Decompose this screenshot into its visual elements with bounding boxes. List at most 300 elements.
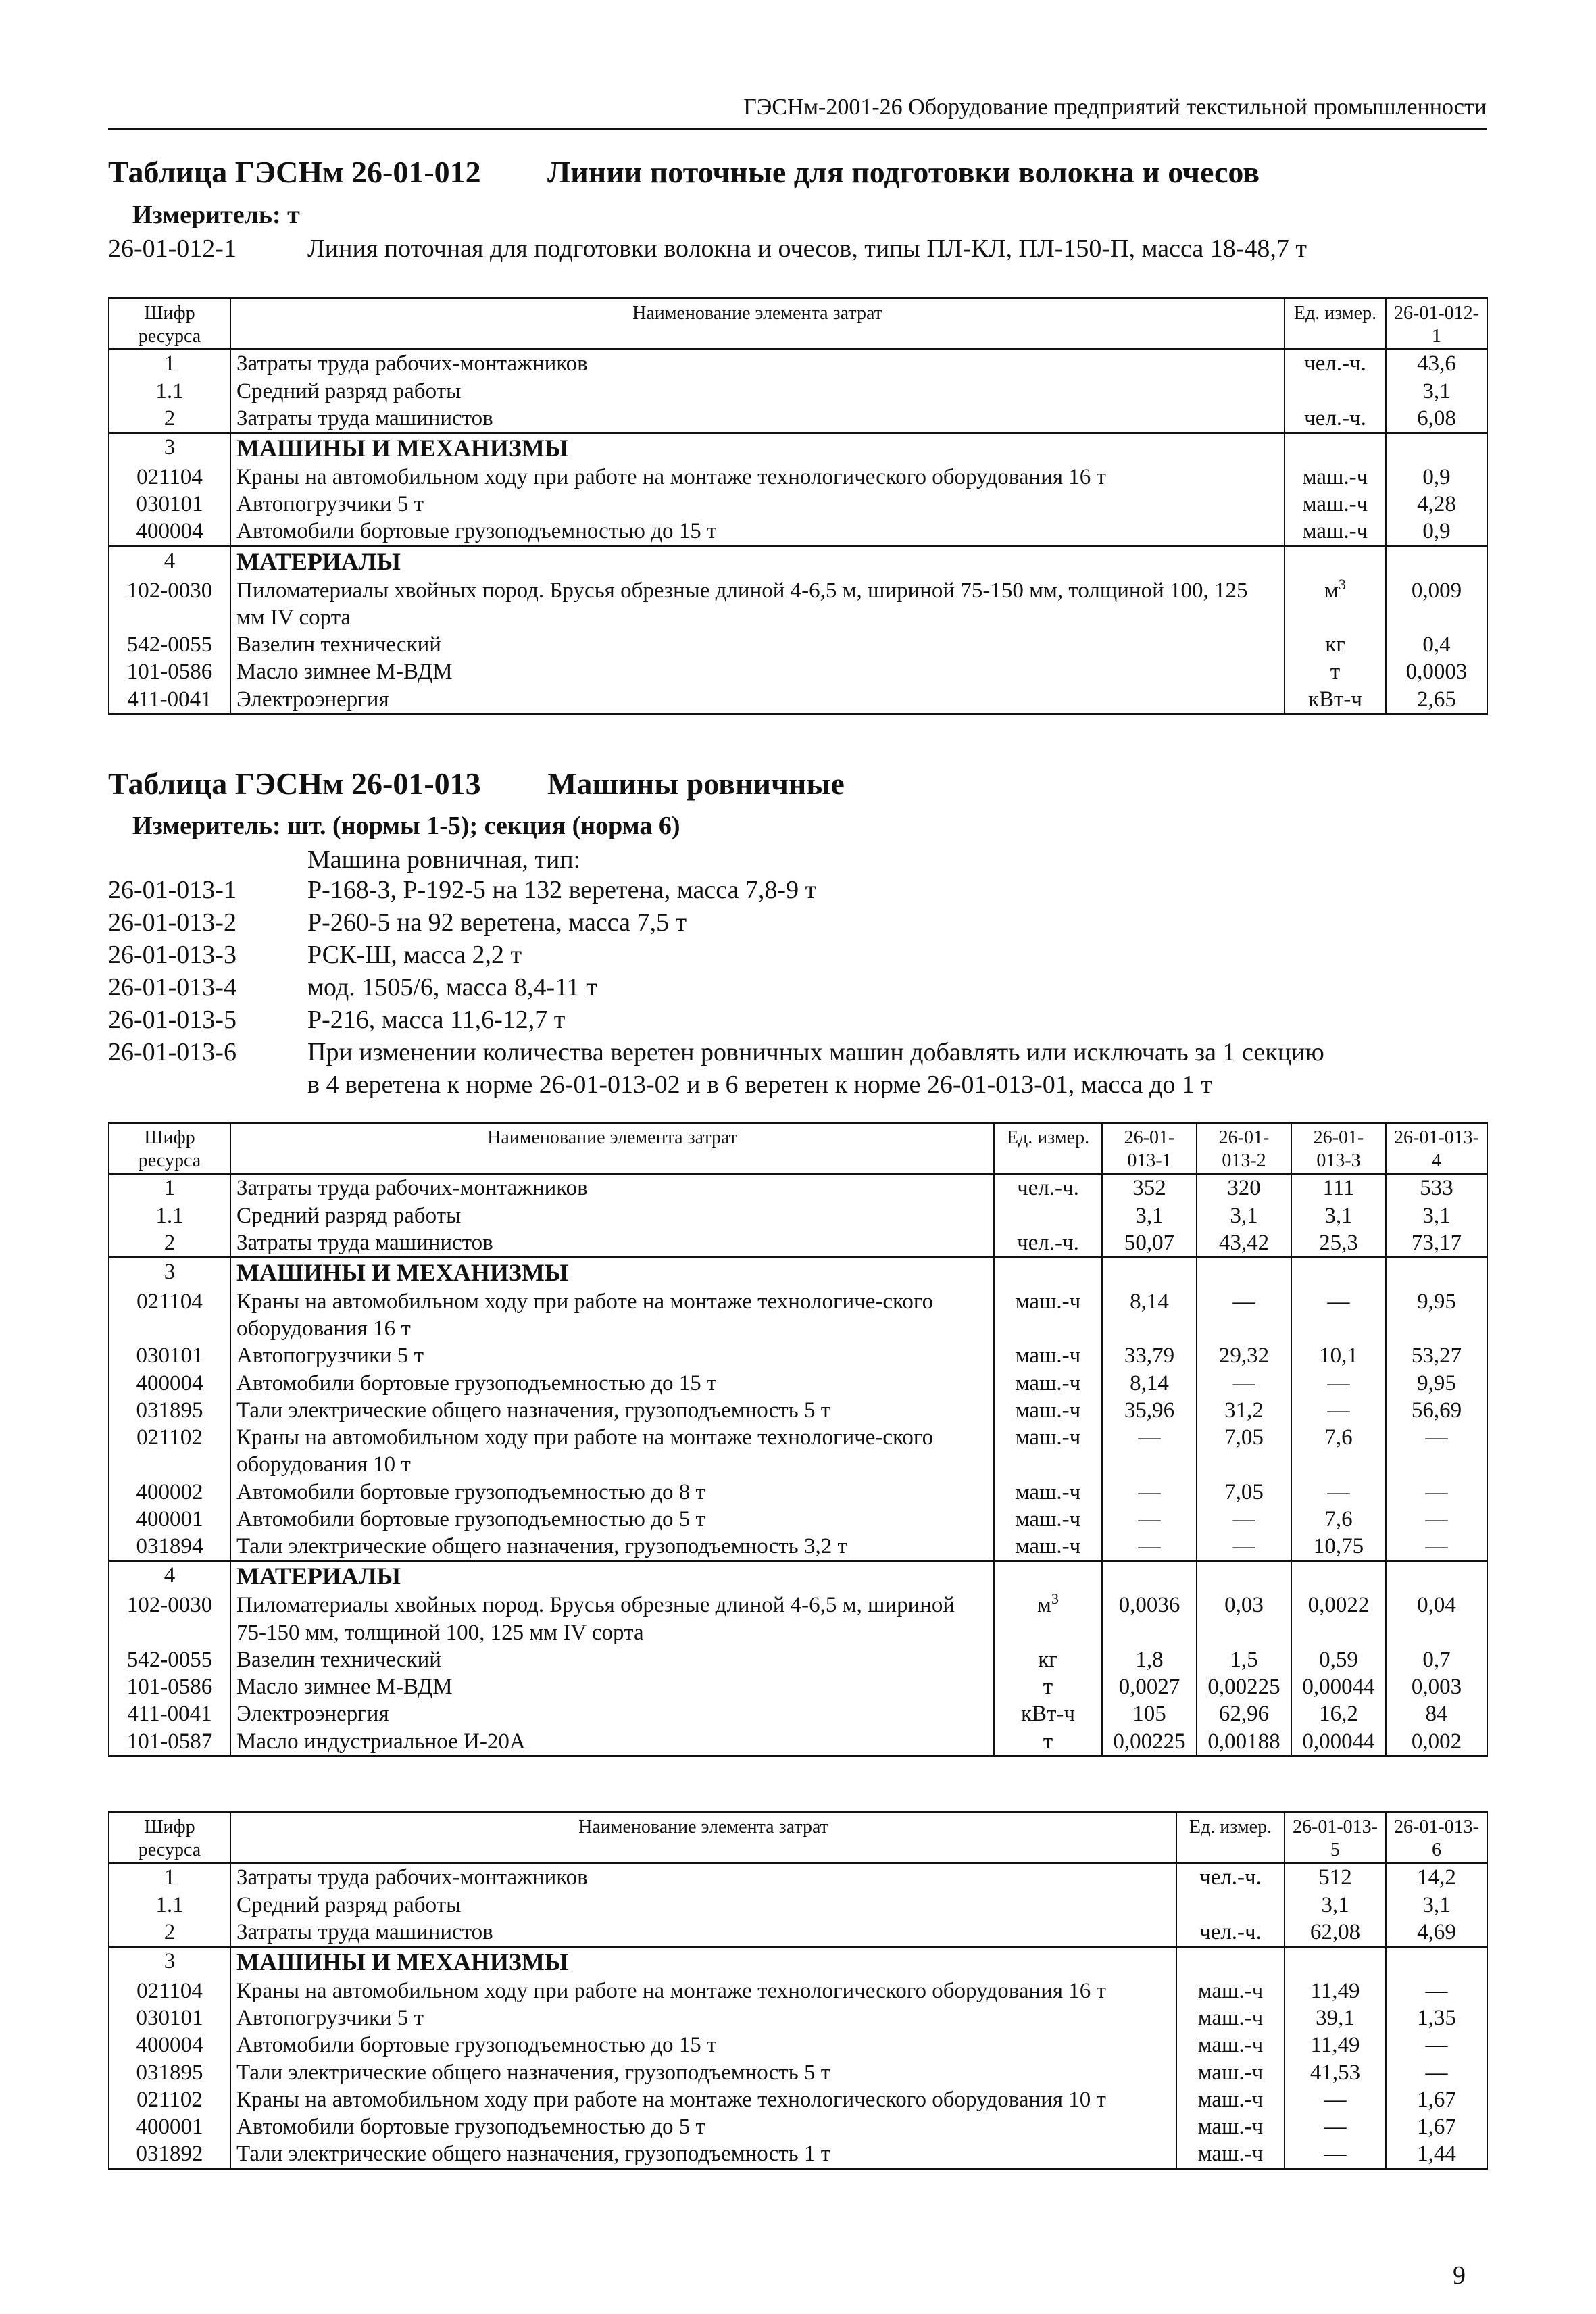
cell-name: Затраты труда машинистов	[230, 405, 1285, 433]
cell-value: —	[1291, 1397, 1386, 1424]
cell-value	[1102, 1561, 1197, 1592]
cell-code: 400004	[109, 2032, 230, 2059]
cell-value: 1,35	[1386, 2004, 1487, 2032]
cell-name: Масло индустриальное И-20А	[230, 1728, 994, 1756]
cell-value: —	[1291, 1479, 1386, 1506]
cell-value: —	[1291, 1288, 1386, 1343]
unit-text: маш.-ч	[1302, 519, 1368, 544]
cell-code: 400001	[109, 1506, 230, 1533]
cell-unit	[1176, 2086, 1285, 2113]
table-row	[109, 1229, 1487, 1258]
table-013-part-2	[108, 1811, 1488, 2170]
col-header-norm: 26-01-013-3	[1291, 1123, 1386, 1174]
unit-text: маш.-ч	[1015, 1506, 1081, 1531]
cell-value: 9,95	[1386, 1288, 1487, 1343]
cell-value: 0,9	[1386, 464, 1487, 491]
unit-text: кг	[1325, 633, 1345, 658]
cell-value: 7,6	[1291, 1424, 1386, 1479]
cell-unit	[994, 1592, 1102, 1646]
cell-value: —	[1102, 1506, 1197, 1533]
cell-unit	[994, 1229, 1102, 1258]
unit-text: маш.-ч	[1015, 1425, 1081, 1450]
cell-code: 4	[109, 1561, 230, 1592]
cell-value: 56,69	[1386, 1397, 1487, 1424]
cell-unit	[1285, 491, 1386, 518]
cell-value: —	[1386, 1533, 1487, 1561]
header-rule	[108, 128, 1487, 130]
col-header-unit: Ед. измер.	[994, 1123, 1102, 1174]
table-row	[109, 1479, 1487, 1506]
cell-name: Масло зимнее М-ВДМ	[230, 658, 1285, 685]
cell-value: 35,96	[1102, 1397, 1197, 1424]
unit-text: кВт-ч	[1307, 687, 1363, 712]
table-row	[109, 1646, 1487, 1673]
table-row	[109, 2113, 1487, 2140]
table-row	[109, 1919, 1487, 1947]
cell-value: 3,1	[1285, 1892, 1386, 1919]
header-row	[109, 1123, 1487, 1174]
cell-value: 8,14	[1102, 1288, 1197, 1343]
table-row	[109, 2032, 1487, 2059]
norm-text: При изменении количества веретен ровничных машин добавлять или исключать за 1 секцию	[307, 1038, 1324, 1066]
cell-value: —	[1102, 1424, 1197, 1479]
col-header-norm: 26-01-013-1	[1102, 1123, 1197, 1174]
cell-value: 533	[1386, 1174, 1487, 1202]
cell-value: 3,1	[1197, 1202, 1291, 1229]
unit-text: чел.-ч.	[1017, 1176, 1079, 1201]
table-row	[109, 1700, 1487, 1727]
cell-name: Автопогрузчики 5 т	[230, 1342, 994, 1369]
cell-unit	[1176, 2140, 1285, 2169]
norm-text: Линия поточная для подготовки волокна и очесов, типы ПЛ-КЛ, ПЛ-150-П, масса 18-48,7 т	[307, 235, 1307, 263]
cell-code: 400004	[109, 1370, 230, 1397]
cell-name: Средний разряд работы	[230, 1202, 994, 1229]
unit-text: кВт-ч	[1020, 1702, 1076, 1727]
cell-value	[1291, 1258, 1386, 1288]
cell-value: 0,00225	[1197, 1673, 1291, 1700]
cell-code: 101-0586	[109, 658, 230, 685]
cell-value: —	[1386, 1977, 1487, 2004]
cell-name: Затраты труда машинистов	[230, 1229, 994, 1258]
unit-text: маш.-ч	[1197, 2006, 1264, 2031]
table-013-code: Таблица ГЭСНм 26-01-013	[108, 766, 481, 801]
cell-code: 1	[109, 1863, 230, 1892]
cell-value: 0,0027	[1102, 1673, 1197, 1700]
table-012-name: Линии поточные для подготовки волокна и очесов	[547, 155, 1260, 189]
cell-unit	[1285, 433, 1386, 464]
cell-value: 3,1	[1102, 1202, 1197, 1229]
unit-text: маш.-ч	[1015, 1398, 1081, 1423]
col-header-code: Шифр ресурса	[109, 299, 230, 349]
unit-superscript: 3	[1338, 575, 1346, 593]
table-row	[109, 1397, 1487, 1424]
cell-value: —	[1291, 1370, 1386, 1397]
table-012-code: Таблица ГЭСНм 26-01-012	[108, 155, 481, 189]
cell-value	[1386, 1561, 1487, 1592]
cell-value: 4,69	[1386, 1919, 1487, 1947]
cell-value: 0,002	[1386, 1728, 1487, 1756]
unit-text: чел.-ч.	[1199, 1865, 1262, 1890]
norm-013-2	[108, 908, 687, 937]
cell-value	[1386, 1258, 1487, 1288]
norm-012-1	[108, 234, 1307, 264]
table-row	[109, 1863, 1487, 1892]
cell-unit	[1285, 658, 1386, 685]
cell-code: 3	[109, 1258, 230, 1288]
cell-unit	[1176, 1977, 1285, 2004]
table-row	[109, 1592, 1487, 1646]
cell-value	[1386, 546, 1487, 576]
cell-value: —	[1386, 2032, 1487, 2059]
cell-value: 11,49	[1285, 1977, 1386, 2004]
unit-text: чел.-ч.	[1017, 1230, 1079, 1255]
cell-value: 0,00188	[1197, 1728, 1291, 1756]
table-row	[109, 1506, 1487, 1533]
unit-text: маш.-ч	[1197, 2115, 1264, 2140]
cell-value: 3,1	[1386, 1892, 1487, 1919]
cell-unit	[1285, 405, 1386, 433]
col-header-norm: 26-01-012-1	[1386, 299, 1487, 349]
table-row	[109, 1947, 1487, 1977]
cell-name: Пиломатериалы хвойных пород. Брусья обрезные длиной 4-6,5 м, шириной 75-150 мм, толщиной 100, 125 мм IV сорта	[230, 1592, 994, 1646]
cell-code: 400002	[109, 1479, 230, 1506]
cell-name: Автомобили бортовые грузоподъемностью до 15 т	[230, 2032, 1176, 2059]
cell-value: 25,3	[1291, 1229, 1386, 1258]
cell-unit	[1176, 1919, 1285, 1947]
cell-value: 1,8	[1102, 1646, 1197, 1673]
table-row	[109, 1977, 1487, 2004]
cell-unit	[994, 1342, 1102, 1369]
norm-013-5	[108, 1005, 565, 1035]
cell-value: —	[1386, 1424, 1487, 1479]
cell-unit	[1176, 2004, 1285, 2032]
col-header-name: Наименование элемента затрат	[230, 1813, 1176, 1863]
norm-text: Р-260-5 на 92 веретена, масса 7,5 т	[307, 908, 687, 937]
norm-code: 26-01-013-2	[108, 908, 236, 937]
cell-name: Затраты труда рабочих-монтажников	[230, 349, 1285, 378]
cell-code: 031892	[109, 2140, 230, 2169]
cell-value: 39,1	[1285, 2004, 1386, 2032]
unit-text: чел.-ч.	[1304, 351, 1366, 376]
cell-name: Электроэнергия	[230, 1700, 994, 1727]
table-row	[109, 1370, 1487, 1397]
unit-text: м	[1037, 1593, 1051, 1618]
cell-value: 16,2	[1291, 1700, 1386, 1727]
unit-text: маш.-ч	[1015, 1371, 1081, 1396]
cell-value: 3,1	[1291, 1202, 1386, 1229]
table-row	[109, 1258, 1487, 1288]
cell-name: Тали электрические общего назначения, грузоподъемность 3,2 т	[230, 1533, 994, 1561]
table-row	[109, 1673, 1487, 1700]
cell-code: 2	[109, 1229, 230, 1258]
cell-value: 29,32	[1197, 1342, 1291, 1369]
cell-unit	[994, 1533, 1102, 1561]
header-row	[109, 299, 1487, 349]
cell-value: 0,7	[1386, 1646, 1487, 1673]
cell-value: 320	[1197, 1174, 1291, 1202]
cell-name: Краны на автомобильном ходу при работе на монтаже технологического оборудования 16 т	[230, 1977, 1176, 2004]
unit-text: маш.-ч	[1015, 1534, 1081, 1559]
unit-text: маш.-ч	[1302, 464, 1368, 489]
cell-unit	[994, 1728, 1102, 1756]
table-row	[109, 1728, 1487, 1756]
cell-unit	[994, 1174, 1102, 1202]
norm-text: мод. 1505/6, масса 8,4-11 т	[307, 973, 597, 1002]
cell-value: 1,44	[1386, 2140, 1487, 2169]
cell-value: 0,003	[1386, 1673, 1487, 1700]
cell-name: Автомобили бортовые грузоподъемностью до 5 т	[230, 1506, 994, 1533]
cell-unit	[1285, 686, 1386, 714]
cell-unit	[1285, 464, 1386, 491]
cell-unit	[994, 1673, 1102, 1700]
cell-name: МАШИНЫ И МЕХАНИЗМЫ	[230, 433, 1285, 464]
running-header: ГЭСНм-2001-26 Оборудование предприятий текстильной промышленности	[743, 95, 1487, 120]
cell-code: 1.1	[109, 1202, 230, 1229]
cell-code: 102-0030	[109, 1592, 230, 1646]
norm-code: 26-01-013-5	[108, 1006, 236, 1034]
cell-value: —	[1102, 1479, 1197, 1506]
cell-value: 31,2	[1197, 1397, 1291, 1424]
table-row	[109, 405, 1487, 433]
table-row	[109, 1533, 1487, 1561]
cell-value: 73,17	[1386, 1229, 1487, 1258]
cell-value	[1285, 1947, 1386, 1977]
cell-value: 0,03	[1197, 1592, 1291, 1646]
cell-name: Электроэнергия	[230, 686, 1285, 714]
cell-value: —	[1386, 2059, 1487, 2086]
cell-value: 0,59	[1291, 1646, 1386, 1673]
cell-code: 1.1	[109, 378, 230, 405]
cell-value: 41,53	[1285, 2059, 1386, 2086]
cell-value: —	[1285, 2140, 1386, 2169]
cell-code: 4	[109, 546, 230, 576]
norm-code: 26-01-012-1	[108, 235, 236, 263]
table-row	[109, 1424, 1487, 1479]
norm-code: 26-01-013-1	[108, 876, 236, 904]
cell-value: 105	[1102, 1700, 1197, 1727]
cell-unit	[994, 1424, 1102, 1479]
unit-text: маш.-ч	[1197, 2142, 1264, 2167]
norm-013-1	[108, 875, 816, 905]
cell-value: 3,1	[1386, 1202, 1487, 1229]
cell-unit	[1176, 2113, 1285, 2140]
unit-text: маш.-ч	[1015, 1344, 1081, 1369]
unit-text: маш.-ч	[1197, 1978, 1264, 2003]
unit-text: маш.-ч	[1302, 492, 1368, 517]
norm-code: 26-01-013-3	[108, 941, 236, 969]
cell-name: МАТЕРИАЛЫ	[230, 546, 1285, 576]
cell-value: 7,05	[1197, 1479, 1291, 1506]
table-012-measure: Измеритель: т	[132, 201, 300, 229]
cell-value: 11,49	[1285, 2032, 1386, 2059]
cell-value: 43,6	[1386, 349, 1487, 378]
cell-unit	[994, 1646, 1102, 1673]
cell-value: 0,0022	[1291, 1592, 1386, 1646]
table-row	[109, 546, 1487, 576]
cell-name: МАШИНЫ И МЕХАНИЗМЫ	[230, 1258, 994, 1288]
norm-intro: Машина ровничная, тип:	[307, 845, 581, 874]
cell-code: 542-0055	[109, 1646, 230, 1673]
cell-unit	[994, 1561, 1102, 1592]
unit-superscript: 3	[1051, 1590, 1059, 1608]
table-row	[109, 577, 1487, 632]
cell-name: Краны на автомобильном ходу при работе на монтаже технологического оборудования 10 т	[230, 2086, 1176, 2113]
cell-value: 352	[1102, 1174, 1197, 1202]
cell-code: 030101	[109, 491, 230, 518]
cell-unit	[1176, 1863, 1285, 1892]
unit-text: м	[1324, 578, 1339, 603]
cell-value: 33,79	[1102, 1342, 1197, 1369]
cell-name: Автопогрузчики 5 т	[230, 491, 1285, 518]
table-row	[109, 2059, 1487, 2086]
cell-name: Тали электрические общего назначения, грузоподъемность 5 т	[230, 2059, 1176, 2086]
cell-code: 400004	[109, 518, 230, 546]
cell-name: Затраты труда рабочих-монтажников	[230, 1174, 994, 1202]
cell-code: 1	[109, 1174, 230, 1202]
cell-code: 1.1	[109, 1892, 230, 1919]
cell-unit	[994, 1288, 1102, 1343]
norm-013-4	[108, 973, 597, 1002]
cell-unit	[1176, 2059, 1285, 2086]
cell-name: Средний разряд работы	[230, 378, 1285, 405]
cell-value: —	[1386, 1506, 1487, 1533]
cell-code: 031895	[109, 1397, 230, 1424]
cell-value: 0,04	[1386, 1592, 1487, 1646]
table-row	[109, 1174, 1487, 1202]
table-row	[109, 1288, 1487, 1343]
cell-value: 1,5	[1197, 1646, 1291, 1673]
cell-code: 2	[109, 405, 230, 433]
cell-code: 031894	[109, 1533, 230, 1561]
cell-value	[1197, 1258, 1291, 1288]
cell-value	[1102, 1258, 1197, 1288]
cell-code: 102-0030	[109, 577, 230, 632]
table-row	[109, 491, 1487, 518]
cell-unit	[994, 1258, 1102, 1288]
table-row	[109, 433, 1487, 464]
cell-unit	[994, 1202, 1102, 1229]
unit-text: чел.-ч.	[1304, 405, 1366, 430]
unit-text: маш.-ч	[1015, 1479, 1081, 1504]
table-013-measure: Измеритель: шт. (нормы 1-5); секция (норма 6)	[132, 812, 680, 840]
unit-text: т	[1330, 660, 1341, 685]
cell-unit	[1285, 349, 1386, 378]
cell-code: 3	[109, 1947, 230, 1977]
cell-value: 6,08	[1386, 405, 1487, 433]
cell-unit	[1285, 518, 1386, 546]
cell-value: —	[1285, 2086, 1386, 2113]
cell-value: 7,6	[1291, 1506, 1386, 1533]
cell-unit	[994, 1506, 1102, 1533]
cell-value: 0,00044	[1291, 1673, 1386, 1700]
cell-name: Тали электрические общего назначения, грузоподъемность 5 т	[230, 1397, 994, 1424]
cell-value: 0,0036	[1102, 1592, 1197, 1646]
cell-name: Затраты труда рабочих-монтажников	[230, 1863, 1176, 1892]
unit-text: маш.-ч	[1197, 2033, 1264, 2058]
table-row	[109, 2004, 1487, 2032]
col-header-norm: 26-01-013-6	[1386, 1813, 1487, 1863]
cell-name: Автомобили бортовые грузоподъемностью до 15 т	[230, 1370, 994, 1397]
cell-name: Автомобили бортовые грузоподъемностью до 8 т	[230, 1479, 994, 1506]
cell-unit	[994, 1370, 1102, 1397]
cell-code: 411-0041	[109, 686, 230, 714]
cell-unit	[994, 1397, 1102, 1424]
cell-unit	[994, 1479, 1102, 1506]
cell-name: Тали электрические общего назначения, грузоподъемность 1 т	[230, 2140, 1176, 2169]
cell-name: МАШИНЫ И МЕХАНИЗМЫ	[230, 1947, 1176, 1977]
cell-value: 62,08	[1285, 1919, 1386, 1947]
cell-code: 400001	[109, 2113, 230, 2140]
cell-name: Вазелин технический	[230, 1646, 994, 1673]
cell-value	[1386, 433, 1487, 464]
cell-code: 030101	[109, 2004, 230, 2032]
cell-code: 2	[109, 1919, 230, 1947]
cell-name: Масло зимнее М-ВДМ	[230, 1673, 994, 1700]
cell-code: 021102	[109, 2086, 230, 2113]
unit-text: маш.-ч	[1015, 1289, 1081, 1314]
cell-value: 53,27	[1386, 1342, 1487, 1369]
col-header-norm: 26-01-013-2	[1197, 1123, 1291, 1174]
cell-code: 542-0055	[109, 631, 230, 658]
cell-value	[1291, 1561, 1386, 1592]
cell-name: Пиломатериалы хвойных пород. Брусья обрезные длиной 4-6,5 м, шириной 75-150 мм, толщиной 100, 125 мм IV сорта	[230, 577, 1285, 632]
cell-unit	[1176, 1947, 1285, 1977]
table-row	[109, 349, 1487, 378]
cell-value: 7,05	[1197, 1424, 1291, 1479]
norm-text: Р-216, масса 11,6-12,7 т	[307, 1006, 566, 1034]
cell-value	[1197, 1561, 1291, 1592]
cell-value: 2,65	[1386, 686, 1487, 714]
cell-value: 10,75	[1291, 1533, 1386, 1561]
table-row	[109, 518, 1487, 546]
cell-value: 43,42	[1197, 1229, 1291, 1258]
unit-text: чел.-ч.	[1199, 1919, 1262, 1944]
cell-name: Краны на автомобильном ходу при работе на монтаже технологического оборудования 16 т	[230, 464, 1285, 491]
cell-value: 50,07	[1102, 1229, 1197, 1258]
cell-value: —	[1197, 1533, 1291, 1561]
cell-value: 111	[1291, 1174, 1386, 1202]
table-row	[109, 1892, 1487, 1919]
norm-code: 26-01-013-6	[108, 1038, 236, 1066]
cell-value: 1,67	[1386, 2086, 1487, 2113]
norm-013-6-cont: в 4 веретена к норме 26-01-013-02 и в 6 веретен к норме 26-01-013-01, масса до 1 т	[307, 1070, 1212, 1099]
cell-code: 021104	[109, 1288, 230, 1343]
table-row	[109, 1202, 1487, 1229]
cell-value: 62,96	[1197, 1700, 1291, 1727]
table-row	[109, 1561, 1487, 1592]
cell-value: —	[1197, 1370, 1291, 1397]
cell-value	[1386, 1947, 1487, 1977]
cell-name: Краны на автомобильном ходу при работе на монтаже технологиче-ского оборудования 16 т	[230, 1288, 994, 1343]
table-013-title	[108, 766, 845, 802]
unit-text: т	[1043, 1675, 1053, 1700]
norm-013-3	[108, 940, 522, 970]
table-row	[109, 1342, 1487, 1369]
cell-value: 3,1	[1386, 378, 1487, 405]
table-row	[109, 2086, 1487, 2113]
cell-unit	[1176, 1892, 1285, 1919]
cell-value: 8,14	[1102, 1370, 1197, 1397]
col-header-code: Шифр ресурса	[109, 1813, 230, 1863]
cell-code: 021104	[109, 464, 230, 491]
table-013-part-1	[108, 1122, 1488, 1757]
cell-value: —	[1102, 1533, 1197, 1561]
col-header-unit: Ед. измер.	[1285, 299, 1386, 349]
cell-value: 14,2	[1386, 1863, 1487, 1892]
cell-value: 0,4	[1386, 631, 1487, 658]
cell-value: 0,00225	[1102, 1728, 1197, 1756]
unit-text: маш.-ч	[1197, 2087, 1264, 2112]
